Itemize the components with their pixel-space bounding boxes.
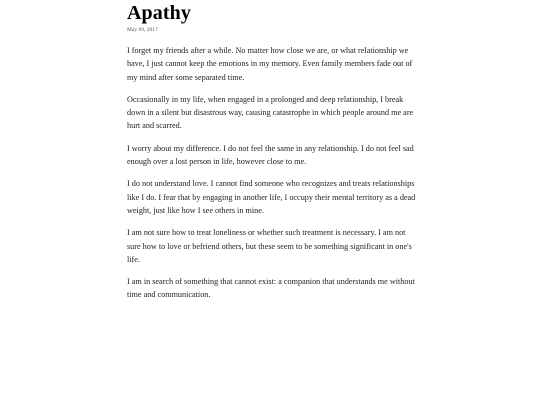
- article: [127, 4, 419, 311]
- paragraph: I worry about my difference. I do not feel the same in any relationship. I do not feel sad enough over a lost person in life, however close to me.: [127, 143, 414, 167]
- paragraph: I forget my friends after a while. No matter how close we are, or what relationship we have, I just cannot keep the emotions in my memory. Even family members fade out of my mind after some separated time.: [127, 46, 413, 82]
- paragraph: I do not understand love. I cannot find someone who recognizes and treats relationships like I do. I fear that by engaging in another life, I occupy their mental territory as a dead weight, just like how I see others in mine.: [127, 179, 416, 215]
- post-date: May 09, 2017: [127, 27, 158, 33]
- paragraph: I am in search of something that cannot exist: a companion that understands me without time and communication.: [127, 277, 415, 300]
- post-title: Apathy: [127, 2, 191, 24]
- paragraph: I am not sure how to treat loneliness or whether such treatment is necessary. I am not sure how to love or befriend others, but these seem to be something significant in one's life.: [127, 228, 412, 264]
- paragraph: Occasionally in my life, when engaged in a prolonged and deep relationship, I break down in a silent but disastrous way, causing catastrophe in which people around me are hurt and scarred.: [127, 94, 414, 131]
- post-body: [127, 44, 419, 302]
